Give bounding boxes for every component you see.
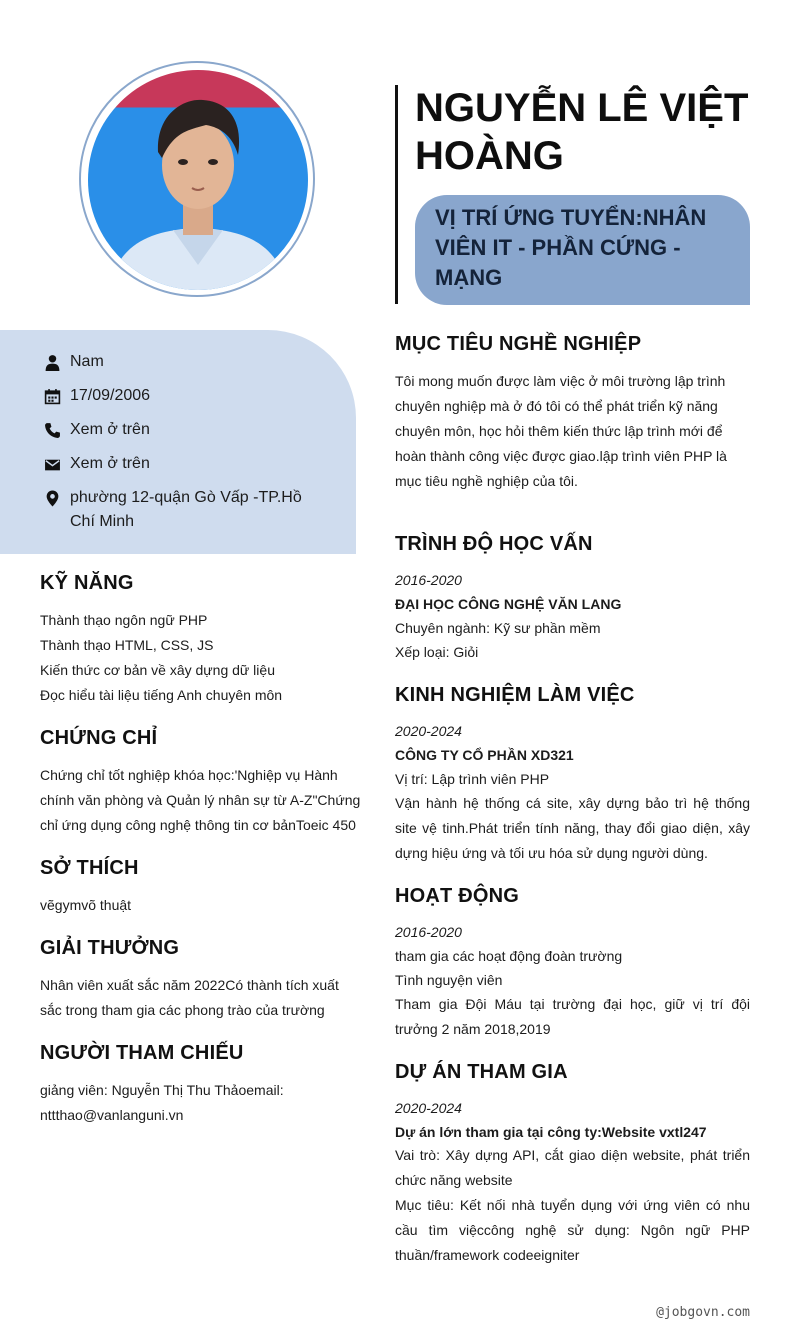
projects-role: Vai trò: Xây dựng API, cắt giao diện website, phát triển chức năng website [395,1147,750,1188]
position-box [415,195,750,305]
awards-text: Nhân viên xuất sắc năm 2022Có thành tích xuất sắc trong tham gia các phong trào của trường [40,977,339,1018]
skill-item: Thành thạo ngôn ngữ PHP [40,612,208,628]
hobbies-text: vẽgymvõ thuật [40,897,132,913]
certificates-text: Chứng chỉ tốt nghiệp khóa học:'Nghiệp vụ Hành chính văn phòng và Quản lý nhân sự từ A-Z"Chứng chỉ ứng dụng công nghệ thông tin cơ bảnToeic 450 [40,767,361,833]
contact-address [44,489,310,534]
skills-title: KỸ NĂNG [40,572,134,594]
objective-title: MỤC TIÊU NGHỀ NGHIỆP [395,333,642,355]
education-block [395,568,621,664]
projects-title: DỰ ÁN THAM GIA [395,1061,568,1083]
activities-date: 2016-2020 [395,924,462,940]
education-school: ĐẠI HỌC CÔNG NGHỆ VĂN LANG [395,596,622,612]
contact-gender [44,353,310,374]
experience-role: Vị trí: Lập trình viên PHP [395,771,550,787]
projects-name: Dự án lớn tham gia tại công ty:Website vxtl247 [395,1124,707,1140]
phone-icon [44,422,61,439]
name-accent-bar [395,85,398,304]
activities-desc: Tham gia Đội Máu tại trường đại học, giữ vị trí đội trưởng 2 năm 2018,2019 [395,996,750,1037]
gender-text: Nam [70,353,104,370]
skills-list [40,608,282,708]
projects-goal: Mục tiêu: Kết nối nhà tuyển dụng với ứng viên có nhu cầu tìm việccông nghệ sử dụng: Ngôn ngữ PHP thuần/framework codeeigniter [395,1197,750,1263]
mail-icon [44,456,61,473]
objective-text: Tôi mong muốn được làm việc ở môi trường lập trình chuyên nghiệp mà ở đó tôi có thể phát triển kỹ năng chuyên môn, học hỏi thêm kiến thức lập trình mới để hoàn thành công việc được giao.lập trình viên PHP là mục tiêu nghề nghiệp của tôi. [395,373,727,489]
education-title: TRÌNH ĐỘ HỌC VẤN [395,533,593,555]
education-major: Chuyên ngành: Kỹ sư phần mềm [395,620,601,636]
contact-panel [0,330,356,554]
certificates-title: CHỨNG CHỈ [40,727,158,749]
activities-org: tham gia các hoạt động đoàn trường [395,948,623,964]
address-text: phường 12-quận Gò Vấp -TP.Hồ Chí Minh [70,489,302,530]
projects-date: 2020-2024 [395,1100,462,1116]
experience-company: CÔNG TY CỔ PHẦN XD321 [395,747,574,763]
birthday-text: 17/09/2006 [70,387,151,404]
awards-title: GIẢI THƯỞNG [40,937,180,959]
phone-text: Xem ở trên [70,421,150,438]
contact-birthday [44,387,310,408]
contact-phone [44,421,310,442]
references-title: NGƯỜI THAM CHIẾU [40,1042,244,1064]
avatar [88,70,308,290]
email-text: Xem ở trên [70,455,150,472]
experience-title: KINH NGHIỆM LÀM VIỆC [395,684,635,706]
full-name: NGUYỄN LÊ VIỆT HOÀNG [415,86,749,178]
experience-block [395,719,574,791]
experience-desc: Vận hành hệ thống cá site, xây dựng bảo trì hệ thống site vệ tinh.Phát triển tính năng, thay đổi giao diện, xây dựng hiệu ứng và tối ưu hóa sử dụng người dùng. [395,795,750,861]
hobbies-title: SỞ THÍCH [40,857,139,879]
skill-item: Kiến thức cơ bản về xây dựng dữ liệu [40,662,275,678]
contact-email [44,455,310,476]
projects-block [395,1096,707,1144]
footer-watermark: @jobgovn.com [656,1305,750,1320]
position-title: VỊ TRÍ ỨNG TUYỂN:NHÂN VIÊN IT - PHẦN CỨNG - MẠNG [435,205,707,290]
experience-date: 2020-2024 [395,723,462,739]
location-pin-icon [44,490,61,507]
activities-block [395,920,622,992]
skill-item: Đọc hiểu tài liệu tiếng Anh chuyên môn [40,687,283,703]
person-icon [44,354,61,371]
education-grade: Xếp loại: Giỏi [395,644,479,660]
skill-item: Thành thạo HTML, CSS, JS [40,637,214,653]
references-text: giảng viên: Nguyễn Thị Thu Thảoemail: nttthao@vanlanguni.vn [40,1082,284,1123]
activities-title: HOẠT ĐỘNG [395,885,520,907]
activities-role: Tình nguyện viên [395,972,503,988]
calendar-icon [44,388,61,405]
education-date: 2016-2020 [395,572,462,588]
